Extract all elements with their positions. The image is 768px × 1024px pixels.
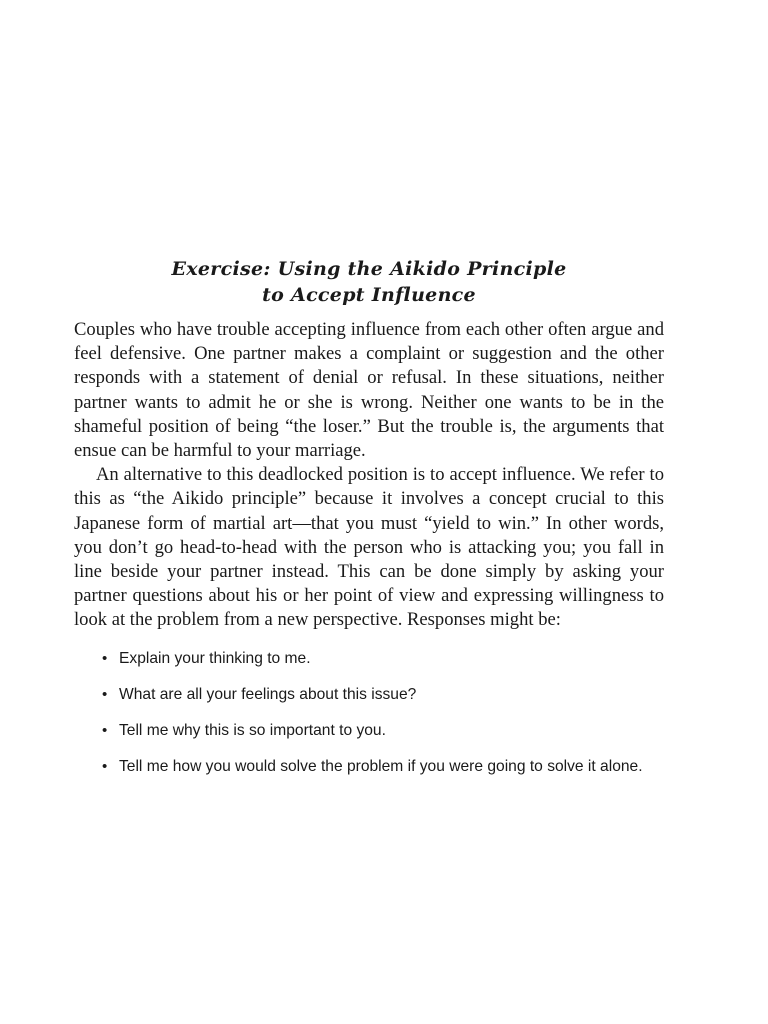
paragraph-1: Couples who have trouble accepting influence from each other often argue and feel defensive. One partner makes a complaint or suggestion and the other responds with a statement of denial or refusal. In these situations, neither partner wants to admit he or she is wrong. Neither one wants to be in the shameful position of being “the loser.” But the trouble is, the arguments that ensue can be harmful to your marriage. (74, 319, 664, 462)
list-item (74, 755, 664, 779)
bullet-icon: • (102, 649, 108, 667)
bullet-icon: • (102, 757, 108, 775)
list-item-text: Tell me how you would solve the problem if you were going to solve it alone. (119, 757, 643, 775)
list-item (74, 683, 664, 707)
page-content (74, 256, 664, 791)
bullet-icon: • (102, 721, 108, 739)
bullet-icon: • (102, 685, 108, 703)
title-line-2: to Accept Influence (262, 284, 476, 306)
paragraph-2: An alternative to this deadlocked position is to accept influence. We refer to this as “the Aikido principle” because it involves a concept crucial to this Japanese form of martial art—that you must “yield to win.” In other words, you don’t go head-to-head with the person who is attacking you; you fall in line beside your partner instead. This can be done simply by asking your partner questions about his or her point of view and expressing willingness to look at the problem from a new perspective. Responses might be: (74, 464, 664, 631)
title-line-1: Exercise: Using the Aikido Principle (171, 258, 567, 280)
list-item (74, 647, 664, 671)
exercise-title (74, 256, 664, 308)
responses-list (74, 647, 664, 779)
list-item-text: Tell me why this is so important to you. (119, 721, 386, 739)
list-item-text: What are all your feelings about this issue? (119, 685, 417, 703)
list-item-text: Explain your thinking to me. (119, 649, 311, 667)
list-item (74, 719, 664, 743)
